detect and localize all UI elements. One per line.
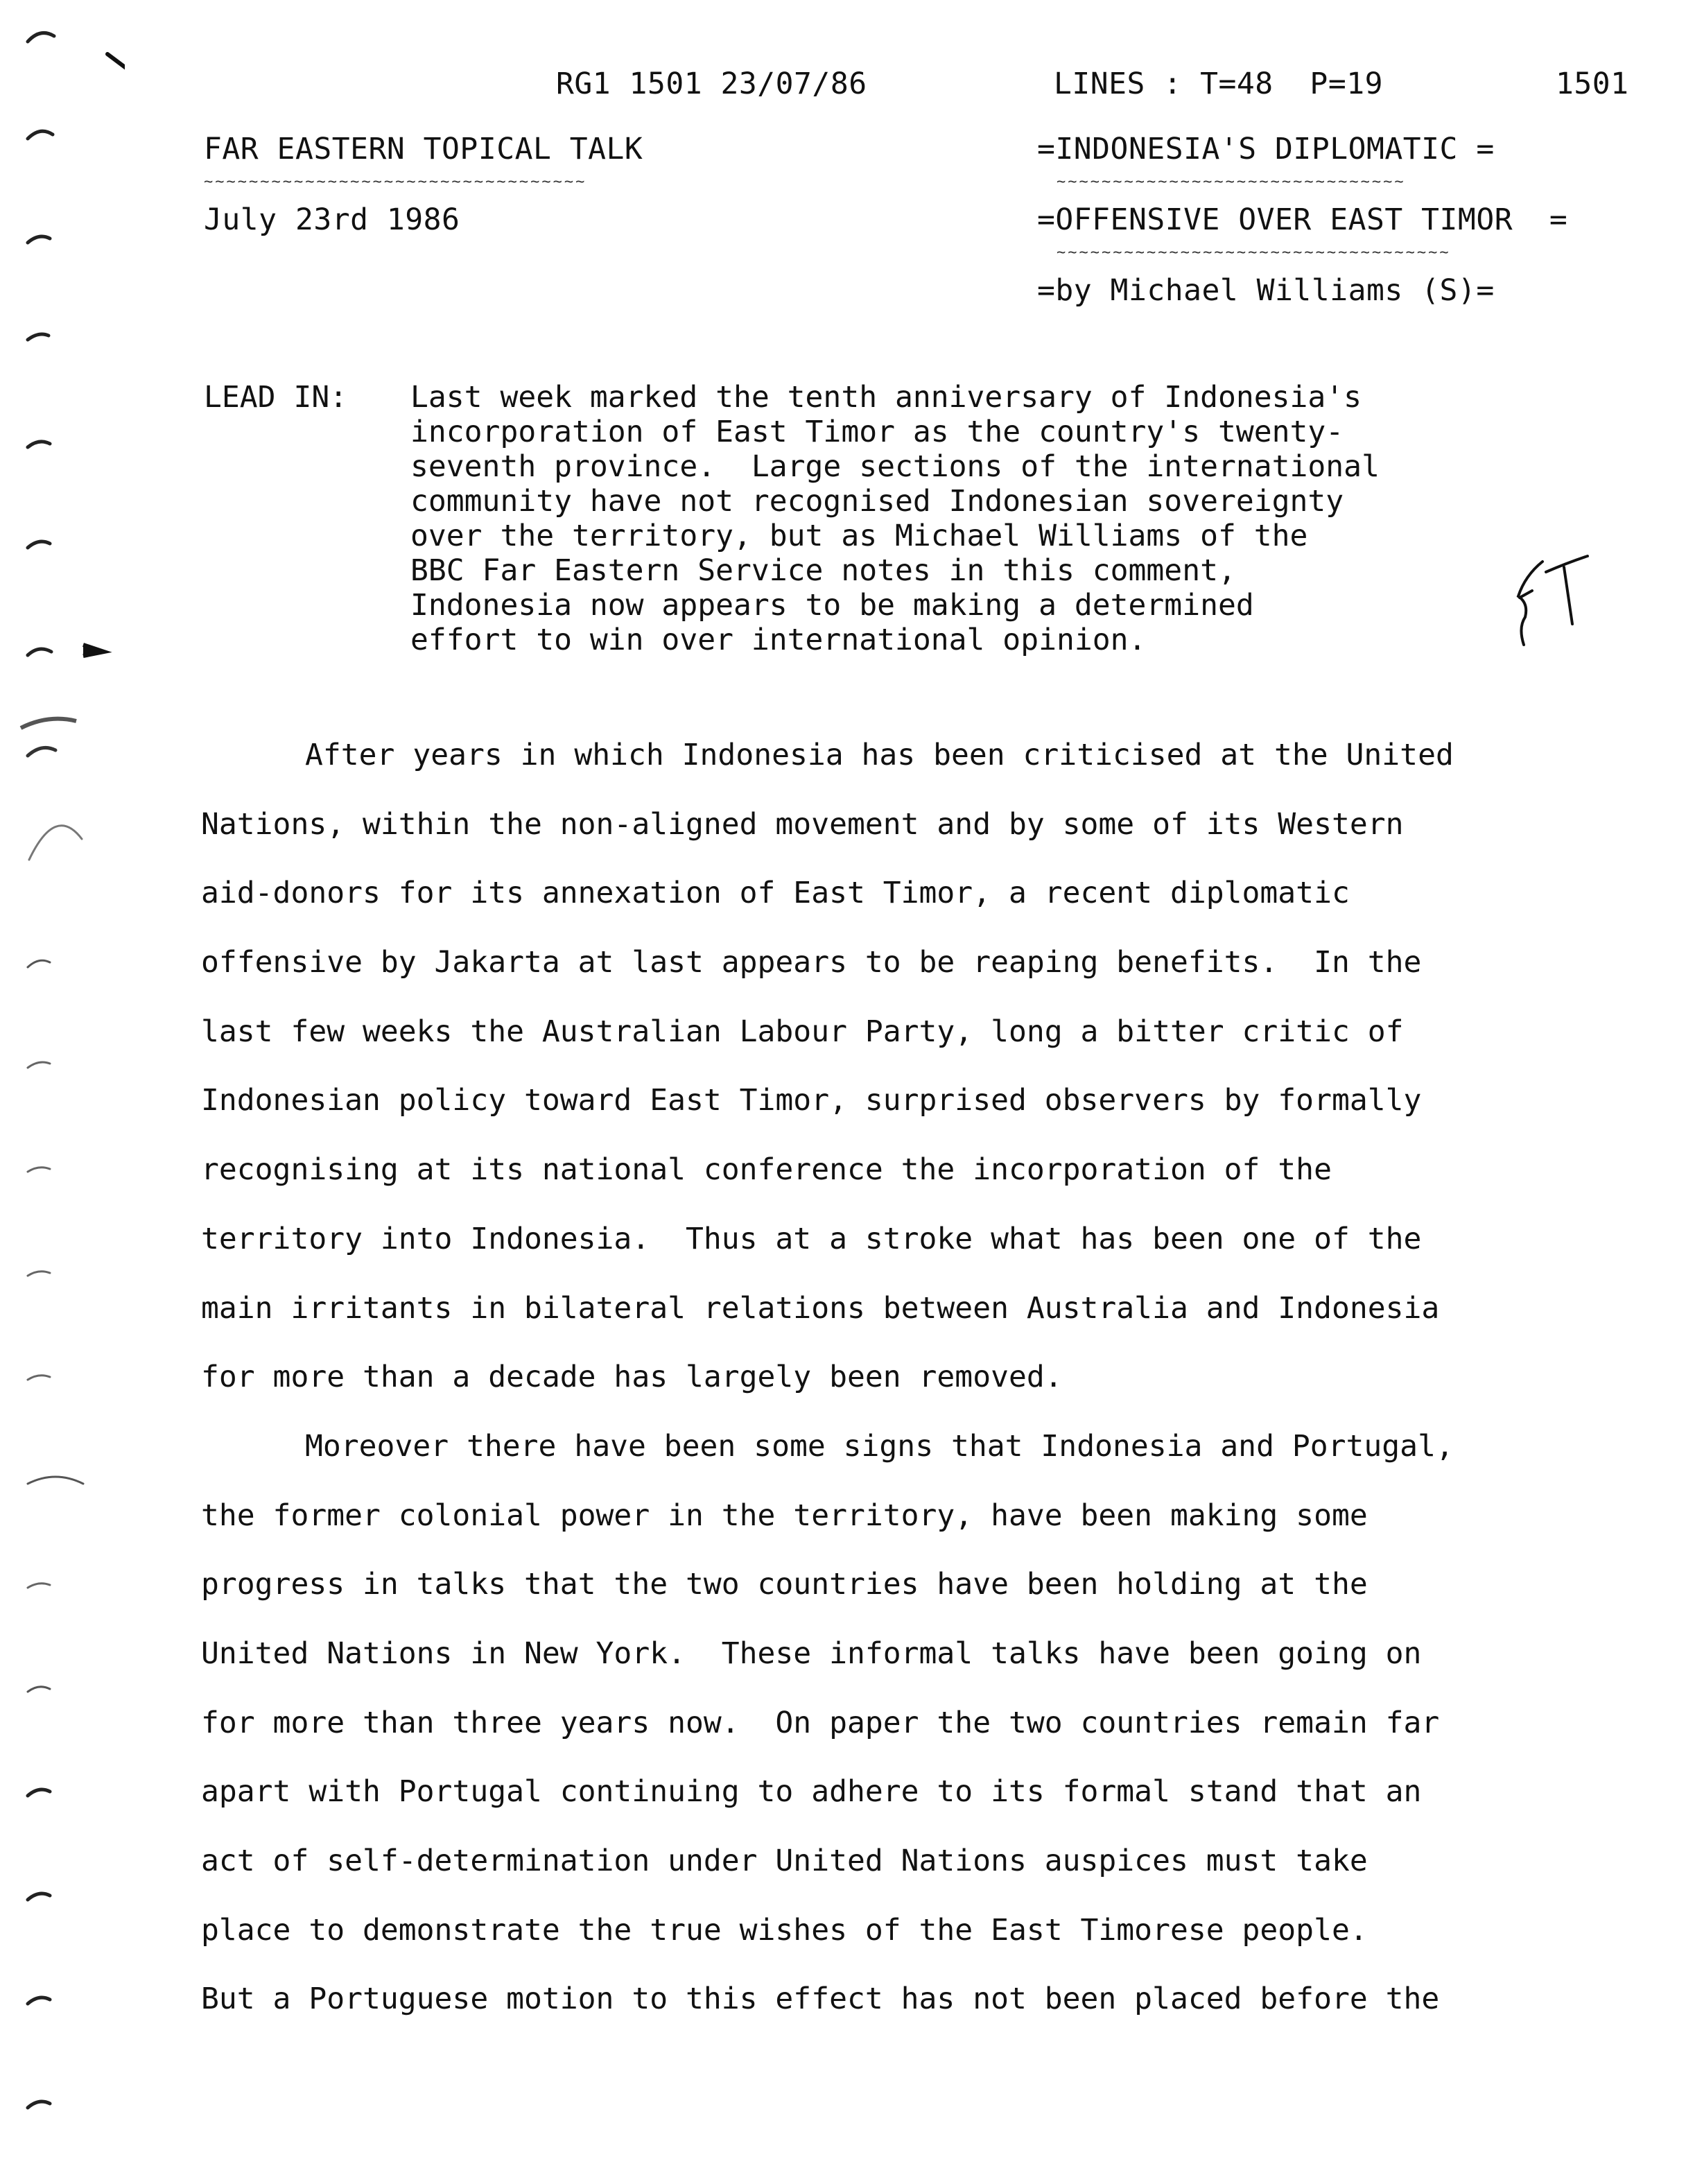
body-line: Nations, within the non-aligned movement and by some of its Western <box>201 806 1404 842</box>
lead-in-line: seventh province. Large sections of the international <box>410 449 1380 484</box>
page-number: 1501 <box>1556 67 1629 101</box>
series-title-underline: ~~~~~~~~~~~~~~~~~~~~~~~~~~~~~~~~~~ <box>204 173 587 191</box>
lead-in-line: over the territory, but as Michael Williams of the <box>410 519 1308 553</box>
headline-line-1: =INDONESIA'S DIPLOMATIC = <box>1037 132 1495 166</box>
body-line: act of self-determination under United Nations auspices must take <box>201 1844 1368 1878</box>
body-line: for more than a decade has largely been removed. <box>201 1360 1063 1395</box>
document-date: July 23rd 1986 <box>204 202 460 237</box>
body-line: place to demonstrate the true wishes of the East Timorese people. <box>201 1912 1368 1948</box>
body-line: the former colonial power in the territory, have been making some <box>201 1498 1368 1533</box>
body-line: Moreover there have been some signs that Indonesia and Portugal, <box>305 1428 1454 1464</box>
body-line: last few weeks the Australian Labour Party, long a bitter critic of <box>201 1014 1404 1049</box>
body-line: Indonesian policy toward East Timor, surprised observers by formally <box>201 1083 1422 1118</box>
lead-in-label: LEAD IN: <box>204 380 348 415</box>
body-line: apart with Portugal continuing to adhere to its formal stand that an <box>201 1774 1422 1810</box>
body-line: After years in which Indonesia has been criticised at the United <box>305 738 1454 772</box>
lines-count: LINES : T=48 P=19 <box>1054 67 1383 101</box>
handwritten-initials-mark <box>1504 548 1601 652</box>
body-line: aid-donors for its annexation of East Timor, a recent diplomatic <box>201 876 1350 911</box>
body-line: territory into Indonesia. Thus at a stroke what has been one of the <box>201 1221 1422 1256</box>
byline: =by Michael Williams (S)= <box>1037 273 1495 308</box>
lead-in-line: incorporation of East Timor as the country's twenty- <box>410 415 1344 449</box>
body-text <box>201 721 1643 2034</box>
document-slug: RG1 1501 23/07/86 <box>556 67 867 101</box>
body-line: United Nations in New York. These informal talks have been going on <box>201 1636 1422 1671</box>
lead-in-line: Last week marked the tenth anniversary of Indonesia's <box>410 380 1362 415</box>
lead-in-line: effort to win over international opinion. <box>410 623 1147 657</box>
margin-perforation-marks <box>0 0 125 2184</box>
body-line: for more than three years now. On paper the two countries remain far <box>201 1705 1440 1740</box>
headline-underline-2: ~~~~~~~~~~~~~~~~~~~~~~~~~~~~~~~~~~~ <box>1057 244 1451 261</box>
body-line: recognising at its national conference the incorporation of the <box>201 1152 1332 1188</box>
lead-in-line: community have not recognised Indonesian sovereignty <box>410 484 1344 519</box>
body-line: But a Portuguese motion to this effect has not been placed before the <box>201 1982 1440 2017</box>
headline-underline-1: ~~~~~~~~~~~~~~~~~~~~~~~~~~~~~~~ <box>1057 173 1406 191</box>
body-line: main irritants in bilateral relations between Australia and Indonesia <box>201 1290 1440 1326</box>
lead-in-line: BBC Far Eastern Service notes in this comment, <box>410 553 1236 588</box>
headline-line-2: =OFFENSIVE OVER EAST TIMOR = <box>1037 202 1568 237</box>
body-line: offensive by Jakarta at last appears to be reaping benefits. In the <box>201 945 1422 980</box>
body-line: progress in talks that the two countries have been holding at the <box>201 1567 1368 1602</box>
series-title: FAR EASTERN TOPICAL TALK <box>204 132 643 166</box>
lead-in-line: Indonesia now appears to be making a determined <box>410 588 1254 623</box>
lead-in-paragraph <box>410 380 1575 657</box>
